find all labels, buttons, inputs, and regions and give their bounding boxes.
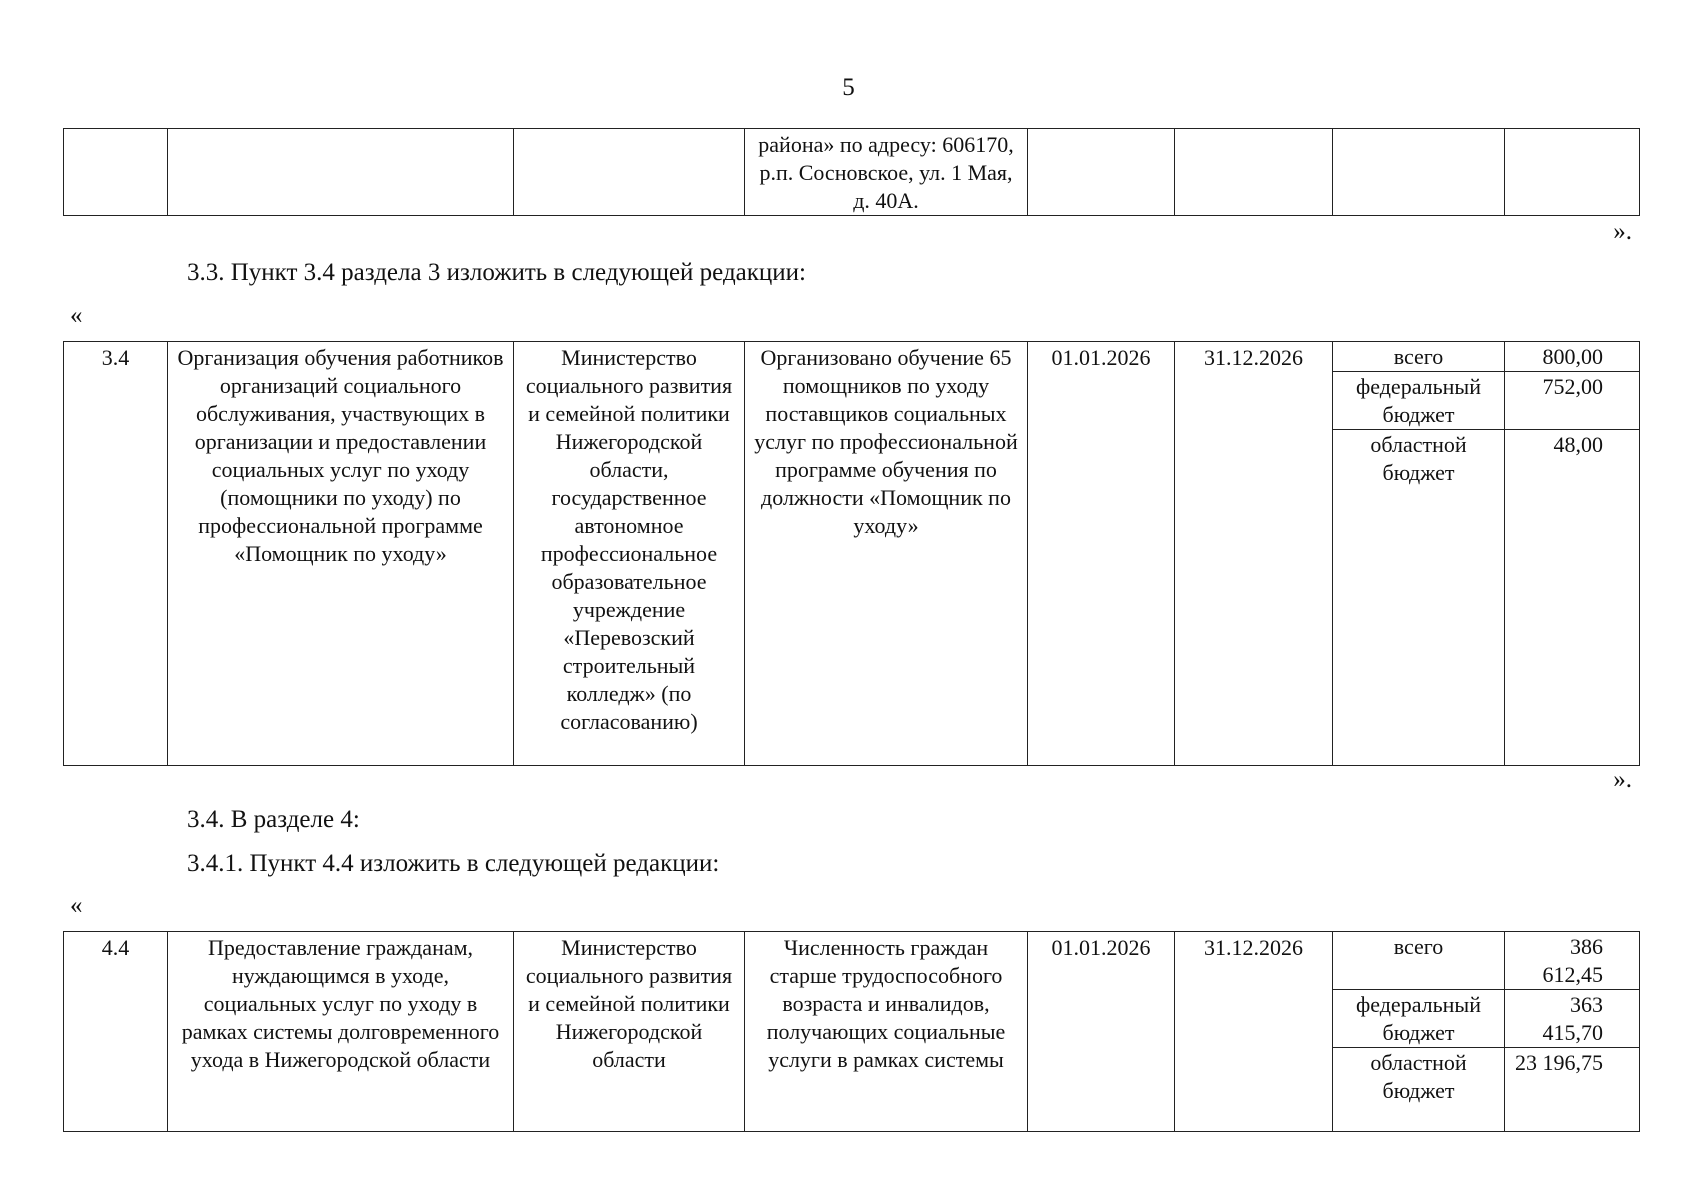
funding-label-regional: областной бюджет [1333,430,1505,766]
table-item-4-4 [63,931,1640,1132]
paragraph-3-4: 3.4. В разделе 4: [187,806,360,833]
cell-executor: Министерство социального развития и семейной политики Нижегородской области [514,932,745,1132]
funding-label-total: всего [1333,932,1505,990]
cell-number: 3.4 [64,342,168,766]
funding-value-total: 386 612,45 [1505,932,1640,990]
page-number: 5 [842,74,855,101]
cell-start-date [1028,129,1175,216]
cell-number [64,129,168,216]
table-row [64,342,1640,372]
cell-start-date: 01.01.2026 [1028,932,1175,1132]
table-item-3-4 [63,341,1640,766]
funding-label-regional: областной бюджет [1333,1048,1505,1132]
table-row [64,129,1640,216]
paragraph-3-4-1: 3.4.1. Пункт 4.4 изложить в следующей редакции: [187,850,720,877]
cell-result: Организовано обучение 65 помощников по уходу поставщиков социальных услуг по профессиональной программе обучения по должности «Помощник по уходу» [745,342,1028,766]
funding-label-federal: федеральный бюджет [1333,990,1505,1048]
funding-value-regional: 23 196,75 [1505,1048,1640,1132]
cell-funding-amount [1505,129,1640,216]
cell-end-date [1175,129,1333,216]
closing-quote: ». [1613,218,1632,245]
funding-label-total: всего [1333,342,1505,372]
cell-executor [514,129,745,216]
cell-name: Организация обучения работников организаций социального обслуживания, участвующих в организации и предоставлении социальных услуг по уходу (помощники по уходу) по профессиональной программе «Помощник по уходу» [168,342,514,766]
paragraph-3-3: 3.3. Пункт 3.4 раздела 3 изложить в следующей редакции: [187,259,806,286]
cell-result: района» по адресу: 606170, р.п. Сосновское, ул. 1 Мая, д. 40А. [745,129,1028,216]
cell-executor: Министерство социального развития и семейной политики Нижегородской области, государственное автономное профессиональное образовательное учреждение «Перевозский строительный колледж» (по согласованию) [514,342,745,766]
closing-quote: ». [1613,766,1632,793]
funding-value-federal: 363 415,70 [1505,990,1640,1048]
funding-label-federal: федеральный бюджет [1333,372,1505,430]
cell-end-date: 31.12.2026 [1175,342,1333,766]
opening-quote: « [70,892,83,919]
cell-funding-source [1333,129,1505,216]
cell-number: 4.4 [64,932,168,1132]
funding-value-federal: 752,00 [1505,372,1640,430]
funding-value-total: 800,00 [1505,342,1640,372]
table-row [64,932,1640,990]
cell-name: Предоставление гражданам, нуждающимся в уходе, социальных услуг по уходу в рамках системы долговременного ухода в Нижегородской области [168,932,514,1132]
cell-result: Численность граждан старше трудоспособного возраста и инвалидов, получающих социальные услуги в рамках системы [745,932,1028,1132]
table-continuation [63,128,1640,216]
funding-value-regional: 48,00 [1505,430,1640,766]
opening-quote: « [70,302,83,329]
cell-end-date: 31.12.2026 [1175,932,1333,1132]
cell-name [168,129,514,216]
cell-start-date: 01.01.2026 [1028,342,1175,766]
